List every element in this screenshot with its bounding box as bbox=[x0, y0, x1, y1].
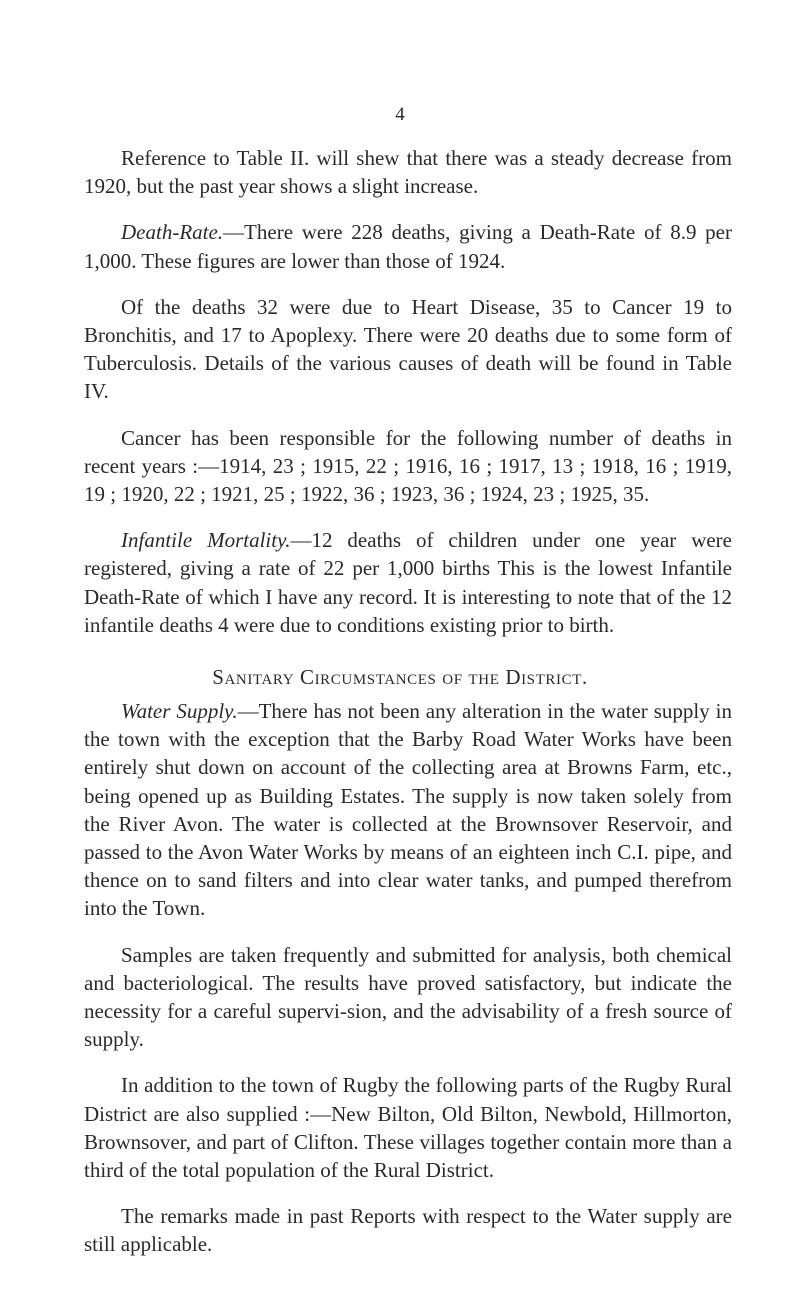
paragraph-text: —12 deaths of children under one year were registered, giving a rate of 22 per 1,000 births This is the lowest Infantile Death-Rate of which I have any record. It is interesting to note that of the 12 infantile deaths 4 were due to conditions existing prior to birth. bbox=[84, 528, 732, 637]
page-number: 4 bbox=[395, 104, 405, 125]
text-block-mortality bbox=[84, 144, 732, 639]
paragraph-text: Of the deaths 32 were due to Heart Disease, 35 to Cancer 19 to Bronchitis, and 17 to Apoplexy. There were 20 deaths due to some form of Tuberculosis. Details of the various causes of death will be found in Table IV. bbox=[84, 294, 732, 404]
text-block-sanitary bbox=[84, 697, 732, 1259]
paragraph-text: Reference to Table II. will shew that there was a steady decrease from 1920, but the past year shows a slight increase. bbox=[84, 146, 732, 199]
paragraph-remarks bbox=[84, 1202, 732, 1258]
paragraph-lead: Water Supply. bbox=[121, 699, 238, 723]
paragraph-text: Cancer has been responsible for the following number of deaths in recent years :—1914, 23 ; 1915, 22 ; 1916, 16 ; 1917, 13 ; 1918, 16 ; 1919, 19 ; 1920, 22 ; 1921, 25 ; 1922, 36 ; 1923, 36 ; 1924, 23 ; 1925, 35. bbox=[84, 425, 732, 507]
paragraph-text: —There were 228 deaths, giving a Death-Rate of 8.9 per 1,000. These figures are lower than those of 1924. bbox=[84, 220, 732, 273]
paragraph-water-supply bbox=[84, 697, 732, 923]
paragraph-rural-district bbox=[84, 1071, 732, 1184]
paragraph-cancer-deaths bbox=[84, 424, 732, 509]
paragraph-death-rate bbox=[84, 218, 732, 274]
paragraph-table-reference bbox=[84, 144, 732, 200]
paragraph-lead: Infantile Mortality. bbox=[121, 528, 291, 553]
paragraph-text: In addition to the town of Rugby the following parts of the Rugby Rural District are also supplied :—New Bilton, Old Bilton, Newbold, Hillmorton, Brownsover, and part of Clifton. These villages together contain more than a third of the total population of the Rural District. bbox=[84, 1073, 732, 1183]
paragraph-text: The remarks made in past Reports with respect to the Water supply are still applicable. bbox=[84, 1204, 732, 1257]
paragraph-text: —There has not been any alteration in the water supply in the town with the exception that the Barby Road Water Works have been entirely shut down on account of the collecting area at Browns Farm, etc., being opened up as Building Estates. The supply is now taken solely from the River Avon. The water is collected at the Brownsover Reservoir, and passed to the Avon Water Works by means of an eighteen inch C.I. pipe, and thence on to sand filters and into clear water tanks, and pumped therefrom into the Town. bbox=[84, 699, 733, 921]
paragraph-samples bbox=[84, 941, 732, 1054]
paragraph-infantile-mortality bbox=[84, 526, 732, 639]
paragraph-causes-of-death bbox=[84, 293, 732, 406]
paragraph-lead: Death-Rate. bbox=[121, 220, 224, 245]
section-heading: Sanitary Circumstances of the District. bbox=[212, 665, 588, 689]
paragraph-text: Samples are taken frequently and submitted for analysis, both chemical and bacteriological. The results have proved satisfactory, but indicate the necessity for a careful supervi-sion, and the advisability of a fresh source of supply. bbox=[84, 942, 732, 1052]
